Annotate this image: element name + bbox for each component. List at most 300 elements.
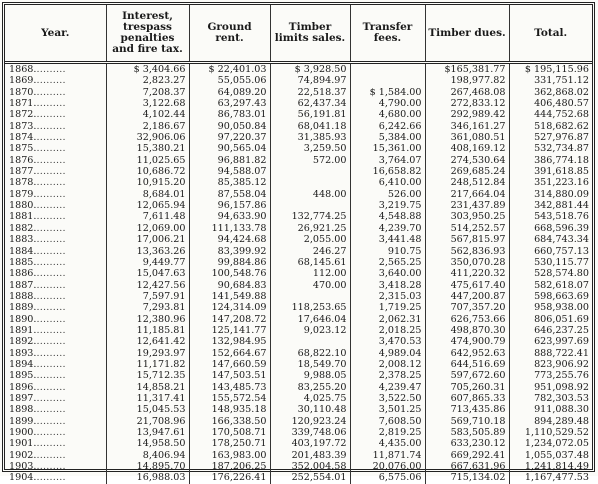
transfer-fees-cell: 6,242.66	[350, 121, 425, 132]
timber-dues-cell: 626,753.66	[425, 314, 509, 325]
interest-cell: 14,858.21	[106, 382, 189, 393]
interest-cell: 8,406.94	[106, 450, 189, 461]
total-cell: 668,596.39	[534, 222, 589, 234]
column-header-transfer-fees: Transfer fees.	[350, 5, 425, 63]
transfer-fees-cell: 6,410.00	[350, 177, 425, 188]
total-cell: 806,051.69	[534, 313, 589, 325]
interest-cell: 11,025.65	[106, 155, 189, 166]
year-cell: 1880..........	[5, 200, 106, 211]
transfer-fees-cell: 11,871.74	[350, 450, 425, 461]
table-row	[5, 359, 592, 370]
timber-dues-cell: 274,530.64	[425, 155, 509, 166]
timber-limits-cell: 22,518.37	[270, 87, 350, 98]
interest-cell: 10,915.20	[106, 177, 189, 188]
timber-dues-cell: 562,836.93	[425, 246, 509, 257]
timber-dues-cell: 567,815.97	[425, 234, 509, 245]
timber-limits-cell: 2,055.00	[270, 234, 350, 245]
table-row	[5, 382, 592, 393]
timber-dues-cell: 498,870.30	[425, 325, 509, 336]
year-cell: 1885..........	[5, 257, 106, 268]
transfer-fees-cell: 2,565.25	[350, 257, 425, 268]
table-row	[5, 461, 592, 472]
transfer-fees-cell: 15,361.00	[350, 143, 425, 154]
total-cell: 444,752.68	[534, 109, 589, 121]
year-cell: 1888..........	[5, 291, 106, 302]
timber-dues-cell: 667,631.96	[425, 461, 509, 472]
total-cell: 386,774.18	[534, 154, 589, 166]
transfer-fees-cell: 3,522.50	[350, 393, 425, 404]
total-cell: 598,663.69	[534, 290, 589, 302]
timber-dues-cell: 346,161.27	[425, 121, 509, 132]
total-cell: 894,289.48	[534, 415, 589, 427]
interest-cell: 19,293.97	[106, 348, 189, 359]
interest-cell: 8,684.01	[106, 189, 189, 200]
interest-cell: 12,427.56	[106, 280, 189, 291]
transfer-fees-cell: 4,790.00	[350, 98, 425, 109]
ground-rent-cell: 111,133.78	[189, 223, 270, 234]
interest-cell: 14,895.70	[106, 461, 189, 472]
table-row	[5, 348, 592, 359]
table-row	[5, 314, 592, 325]
ground-rent-cell: 124,314.09	[189, 302, 270, 313]
interest-cell: 12,380.96	[106, 314, 189, 325]
column-header-ground-rent: Ground rent.	[189, 5, 270, 63]
total-cell: 582,618.07	[534, 279, 589, 291]
timber-limits-cell	[270, 336, 350, 347]
year-cell: 1886..........	[5, 268, 106, 279]
interest-cell: 12,065.94	[106, 200, 189, 211]
transfer-fees-cell: 3,764.07	[350, 155, 425, 166]
year-cell: 1894..........	[5, 359, 106, 370]
ground-rent-cell: 90,050.84	[189, 121, 270, 132]
timber-limits-cell: 120,923.24	[270, 416, 350, 427]
timber-limits-cell: 31,385.93	[270, 132, 350, 143]
table-row	[5, 200, 592, 211]
total-cell: 623,997.69	[534, 336, 589, 348]
interest-cell: 13,363.26	[106, 246, 189, 257]
year-cell: 1884..........	[5, 246, 106, 257]
transfer-fees-cell: 4,680.00	[350, 109, 425, 120]
total-cell: 527,976.87	[534, 132, 589, 144]
total-cell: 1,241,814.49	[524, 461, 589, 473]
table-row	[5, 143, 592, 154]
timber-dues-cell: 303,950.25	[425, 211, 509, 222]
ground-rent-cell: 141,549.88	[189, 291, 270, 302]
interest-cell: 10,686.72	[106, 166, 189, 177]
total-cell: 1,167,477.53	[524, 472, 589, 484]
table-row	[5, 98, 592, 109]
timber-dues-cell: 292,989.42	[425, 109, 509, 120]
ground-rent-cell: 147,503.51	[189, 370, 270, 381]
year-cell: 1896..........	[5, 382, 106, 393]
ground-rent-cell: 178,250.71	[189, 438, 270, 449]
table-row	[5, 155, 592, 166]
interest-cell: 9,449.77	[106, 257, 189, 268]
ground-rent-cell: 90,684.83	[189, 280, 270, 291]
total-cell: 391,618.85	[534, 166, 589, 178]
timber-limits-cell: 339,748.06	[270, 427, 350, 438]
interest-cell: 12,641.42	[106, 336, 189, 347]
ground-rent-cell: 83,399.92	[189, 246, 270, 257]
interest-cell: 13,947.61	[106, 427, 189, 438]
total-cell: $ 195,115.96	[524, 64, 589, 75]
timber-dues-cell: 269,685.24	[425, 166, 509, 177]
year-cell: 1871..........	[5, 98, 106, 109]
total-cell: 532,734.87	[534, 143, 589, 155]
timber-limits-cell	[270, 200, 350, 211]
timber-dues-cell: 715,134.02	[425, 472, 509, 483]
interest-cell: 12,069.00	[106, 223, 189, 234]
total-cell: 518,682.62	[534, 120, 589, 132]
timber-limits-cell	[270, 177, 350, 188]
year-cell: 1874..........	[5, 132, 106, 143]
total-cell: 958,938.00	[534, 302, 589, 314]
timber-limits-cell	[270, 291, 350, 302]
timber-limits-cell: 132,774.25	[270, 211, 350, 222]
timber-dues-cell: 411,220.32	[425, 268, 509, 279]
table-row	[5, 370, 592, 381]
year-cell: 1895..........	[5, 370, 106, 381]
timber-dues-cell: 514,252.57	[425, 223, 509, 234]
transfer-fees-cell: $ 1,584.00	[350, 87, 425, 98]
year-cell: 1869..........	[5, 75, 106, 86]
ground-rent-cell: 97,220.37	[189, 132, 270, 143]
table-row	[5, 257, 592, 268]
year-cell: 1890..........	[5, 314, 106, 325]
timber-dues-cell: 248,512.84	[425, 177, 509, 188]
timber-limits-cell: 4,025.75	[270, 393, 350, 404]
ground-rent-cell: 147,660.59	[189, 359, 270, 370]
transfer-fees-cell: 4,548.88	[350, 211, 425, 222]
year-cell: 1887..........	[5, 280, 106, 291]
table-row	[5, 121, 592, 132]
timber-dues-cell: 669,292.41	[425, 450, 509, 461]
year-cell: 1893..........	[5, 348, 106, 359]
interest-cell: 16,988.03	[106, 472, 189, 483]
total-cell: 543,518.76	[534, 211, 589, 223]
ground-rent-cell: 166,338.50	[189, 416, 270, 427]
transfer-fees-cell	[350, 63, 425, 76]
timber-limits-cell: 118,253.65	[270, 302, 350, 313]
column-header-total: Total.	[509, 5, 592, 63]
ground-rent-cell: 85,385.12	[189, 177, 270, 188]
year-cell: 1897..........	[5, 393, 106, 404]
total-cell: 362,868.02	[534, 86, 589, 98]
ground-rent-cell: 170,508.71	[189, 427, 270, 438]
year-cell: 1875..........	[5, 143, 106, 154]
year-cell: 1876..........	[5, 155, 106, 166]
total-cell: 951,098.92	[534, 381, 589, 393]
table-row	[5, 472, 592, 483]
transfer-fees-cell: 2,062.31	[350, 314, 425, 325]
total-cell: 646,237.25	[534, 324, 589, 336]
interest-cell: $ 3,404.66	[106, 63, 189, 76]
column-header-timber-limits: Timber limits sales.	[270, 5, 350, 63]
ground-rent-cell: 94,588.07	[189, 166, 270, 177]
timber-limits-cell: 112.00	[270, 268, 350, 279]
timber-dues-cell: 475,617.40	[425, 280, 509, 291]
interest-cell: 32,906.06	[106, 132, 189, 143]
timber-dues-cell: 569,710.18	[425, 416, 509, 427]
table-row	[5, 132, 592, 143]
timber-limits-cell: 17,646.04	[270, 314, 350, 325]
interest-cell: 21,708.96	[106, 416, 189, 427]
table-row	[5, 416, 592, 427]
year-cell: 1898..........	[5, 404, 106, 415]
table-row	[5, 302, 592, 313]
ground-rent-cell: 86,783.01	[189, 109, 270, 120]
total-cell: 331,751.12	[534, 75, 589, 87]
year-cell: 1881..........	[5, 211, 106, 222]
transfer-fees-cell: 16,658.82	[350, 166, 425, 177]
ground-rent-cell: 148,935.18	[189, 404, 270, 415]
timber-dues-cell: 447,200.87	[425, 291, 509, 302]
interest-cell: 7,208.37	[106, 87, 189, 98]
year-cell: 1889..........	[5, 302, 106, 313]
timber-dues-cell: 272,833.12	[425, 98, 509, 109]
table-row	[5, 87, 592, 98]
transfer-fees-cell: 6,575.06	[350, 472, 425, 483]
timber-dues-cell: 474,900.79	[425, 336, 509, 347]
ground-rent-cell: 63,297.43	[189, 98, 270, 109]
total-cell: 911,088.30	[534, 404, 589, 416]
total-cell: 660,757.13	[534, 245, 589, 257]
table-row	[5, 438, 592, 449]
interest-cell: 7,611.48	[106, 211, 189, 222]
transfer-fees-cell: 3,640.00	[350, 268, 425, 279]
timber-dues-cell: 198,977.82	[425, 75, 509, 86]
transfer-fees-cell: 2,378.25	[350, 370, 425, 381]
year-cell: 1903..........	[5, 461, 106, 472]
year-cell: 1873..........	[5, 121, 106, 132]
timber-limits-cell	[270, 166, 350, 177]
timber-limits-cell: 572.00	[270, 155, 350, 166]
table-body	[5, 63, 592, 484]
table-row	[5, 246, 592, 257]
transfer-fees-cell: 20,076.00	[350, 461, 425, 472]
timber-dues-cell: 705,260.31	[425, 382, 509, 393]
timber-dues-cell: 217,664.04	[425, 189, 509, 200]
transfer-fees-cell: 4,989.04	[350, 348, 425, 359]
timber-dues-cell: $165,381.77	[425, 63, 509, 76]
timber-limits-cell: 62,437.34	[270, 98, 350, 109]
timber-dues-cell: 583,505.89	[425, 427, 509, 438]
table-row	[5, 427, 592, 438]
year-cell: 1891..........	[5, 325, 106, 336]
timber-limits-cell: 470.00	[270, 280, 350, 291]
interest-cell: 11,185.81	[106, 325, 189, 336]
year-cell: 1877..........	[5, 166, 106, 177]
interest-cell: 7,597.91	[106, 291, 189, 302]
timber-limits-cell: 9,023.12	[270, 325, 350, 336]
interest-cell: 11,171.82	[106, 359, 189, 370]
ground-rent-cell: 152,664.67	[189, 348, 270, 359]
total-cell: 1,055,037.48	[524, 449, 589, 461]
timber-limits-cell: $ 3,928.50	[270, 63, 350, 76]
timber-dues-cell: 350,070.28	[425, 257, 509, 268]
interest-cell: 17,006.21	[106, 234, 189, 245]
total-cell: 1,234,072.05	[524, 438, 589, 450]
timber-limits-cell: 26,921.25	[270, 223, 350, 234]
transfer-fees-cell: 4,239.70	[350, 223, 425, 234]
table-row	[5, 211, 592, 222]
ground-rent-cell: 87,558.04	[189, 189, 270, 200]
timber-limits-cell: 9,988.05	[270, 370, 350, 381]
timber-dues-cell: 408,169.12	[425, 143, 509, 154]
timber-limits-cell: 201,483.39	[270, 450, 350, 461]
transfer-fees-cell: 3,219.75	[350, 200, 425, 211]
timber-limits-cell: 352,004.58	[270, 461, 350, 472]
transfer-fees-cell: 526.00	[350, 189, 425, 200]
total-cell: 351,223.16	[534, 177, 589, 189]
timber-dues-cell: 644,516.69	[425, 359, 509, 370]
table-row	[5, 268, 592, 279]
total-cell: 1,110,529.52	[524, 427, 589, 438]
interest-cell: 2,186.67	[106, 121, 189, 132]
ground-rent-cell: 187,206.25	[189, 461, 270, 472]
timber-limits-cell: 74,894.97	[270, 75, 350, 86]
year-cell: 1870..........	[5, 87, 106, 98]
timber-dues-cell: 607,865.33	[425, 393, 509, 404]
timber-limits-cell: 18,549.70	[270, 359, 350, 370]
transfer-fees-cell: 4,435.00	[350, 438, 425, 449]
ground-rent-cell: 94,633.90	[189, 211, 270, 222]
interest-cell: 15,045.53	[106, 404, 189, 415]
table-row	[5, 325, 592, 336]
timber-limits-cell: 68,041.18	[270, 121, 350, 132]
total-cell: 888,722.41	[534, 347, 589, 359]
interest-cell: 7,293.81	[106, 302, 189, 313]
timber-dues-cell: 597,672.60	[425, 370, 509, 381]
table-row	[5, 75, 592, 86]
timber-dues-cell: 713,435.86	[425, 404, 509, 415]
timber-dues-cell: 231,437.89	[425, 200, 509, 211]
ground-rent-cell: 94,424.68	[189, 234, 270, 245]
ground-rent-cell: $ 22,401.03	[189, 63, 270, 76]
interest-cell: 15,712.35	[106, 370, 189, 381]
timber-limits-cell: 56,191.81	[270, 109, 350, 120]
year-cell: 1899..........	[5, 416, 106, 427]
table-row	[5, 393, 592, 404]
total-cell: 342,881.44	[534, 200, 589, 212]
ground-rent-cell: 176,226.41	[189, 472, 270, 483]
column-header-interest: Interest, trespass penalties and fire tax.	[106, 5, 189, 63]
timber-dues-cell: 267,468.08	[425, 87, 509, 98]
timber-dues-cell: 633,230.12	[425, 438, 509, 449]
total-cell: 530,115.77	[534, 256, 589, 268]
year-cell: 1900..........	[5, 427, 106, 438]
transfer-fees-cell: 3,418.28	[350, 280, 425, 291]
transfer-fees-cell: 2,018.25	[350, 325, 425, 336]
total-cell: 782,303.53	[534, 392, 589, 404]
ground-rent-cell: 132,984.95	[189, 336, 270, 347]
total-cell: 314,880.09	[534, 188, 589, 200]
ground-rent-cell: 96,157.86	[189, 200, 270, 211]
ground-rent-cell: 147,208.72	[189, 314, 270, 325]
year-cell: 1878..........	[5, 177, 106, 188]
transfer-fees-cell: 2,008.12	[350, 359, 425, 370]
interest-cell: 14,958.50	[106, 438, 189, 449]
transfer-fees-cell: 2,819.25	[350, 427, 425, 438]
ground-rent-cell: 100,548.76	[189, 268, 270, 279]
timber-dues-cell: 642,952.63	[425, 348, 509, 359]
revenue-table	[5, 5, 592, 484]
ground-rent-cell: 90,565.04	[189, 143, 270, 154]
interest-cell: 11,317.41	[106, 393, 189, 404]
revenue-table-frame	[2, 2, 595, 484]
table-row	[5, 291, 592, 302]
transfer-fees-cell: 3,501.25	[350, 404, 425, 415]
ground-rent-cell: 155,572.54	[189, 393, 270, 404]
interest-cell: 15,380.21	[106, 143, 189, 154]
ground-rent-cell: 125,141.77	[189, 325, 270, 336]
ground-rent-cell: 163,983.00	[189, 450, 270, 461]
transfer-fees-cell: 5,384.00	[350, 132, 425, 143]
year-cell: 1902..........	[5, 450, 106, 461]
interest-cell: 15,047.63	[106, 268, 189, 279]
year-cell: 1882..........	[5, 223, 106, 234]
table-row	[5, 63, 592, 76]
column-header-year: Year.	[5, 5, 106, 63]
table-row	[5, 166, 592, 177]
interest-cell: 3,122.68	[106, 98, 189, 109]
timber-limits-cell: 246.27	[270, 246, 350, 257]
transfer-fees-cell: 910.75	[350, 246, 425, 257]
table-row	[5, 404, 592, 415]
interest-cell: 4,102.44	[106, 109, 189, 120]
transfer-fees-cell: 4,239.47	[350, 382, 425, 393]
year-cell: 1872..........	[5, 109, 106, 120]
column-header-timber-dues: Timber dues.	[425, 5, 509, 63]
table-row	[5, 189, 592, 200]
timber-limits-cell: 403,197.72	[270, 438, 350, 449]
timber-limits-cell: 68,145.61	[270, 257, 350, 268]
transfer-fees-cell	[350, 75, 425, 86]
year-cell: 1901..........	[5, 438, 106, 449]
year-cell: 1879..........	[5, 189, 106, 200]
transfer-fees-cell: 1,719.25	[350, 302, 425, 313]
table-row	[5, 450, 592, 461]
table-row	[5, 280, 592, 291]
timber-limits-cell: 3,259.50	[270, 143, 350, 154]
timber-dues-cell: 361,080.51	[425, 132, 509, 143]
total-cell: 823,906.92	[534, 358, 589, 370]
total-cell: 773,255.76	[534, 370, 589, 382]
total-cell: 406,480.57	[534, 98, 589, 110]
transfer-fees-cell: 3,470.53	[350, 336, 425, 347]
total-cell: 528,574.80	[534, 268, 589, 280]
table-row	[5, 223, 592, 234]
year-cell: 1904..........	[5, 472, 106, 483]
year-cell: 1883..........	[5, 234, 106, 245]
total-cell: 684,743.34	[534, 234, 589, 246]
ground-rent-cell: 96,881.82	[189, 155, 270, 166]
transfer-fees-cell: 2,315.03	[350, 291, 425, 302]
ground-rent-cell: 99,884.86	[189, 257, 270, 268]
interest-cell: 2,823.27	[106, 75, 189, 86]
table-row	[5, 109, 592, 120]
timber-limits-cell: 68,822.10	[270, 348, 350, 359]
transfer-fees-cell: 3,441.48	[350, 234, 425, 245]
table-row	[5, 336, 592, 347]
header-row	[5, 5, 592, 63]
ground-rent-cell: 143,485.73	[189, 382, 270, 393]
ground-rent-cell: 64,089.20	[189, 87, 270, 98]
year-cell: 1868..........	[5, 63, 106, 76]
timber-limits-cell: 252,554.01	[270, 472, 350, 483]
timber-limits-cell: 30,110.48	[270, 404, 350, 415]
table-row	[5, 177, 592, 188]
